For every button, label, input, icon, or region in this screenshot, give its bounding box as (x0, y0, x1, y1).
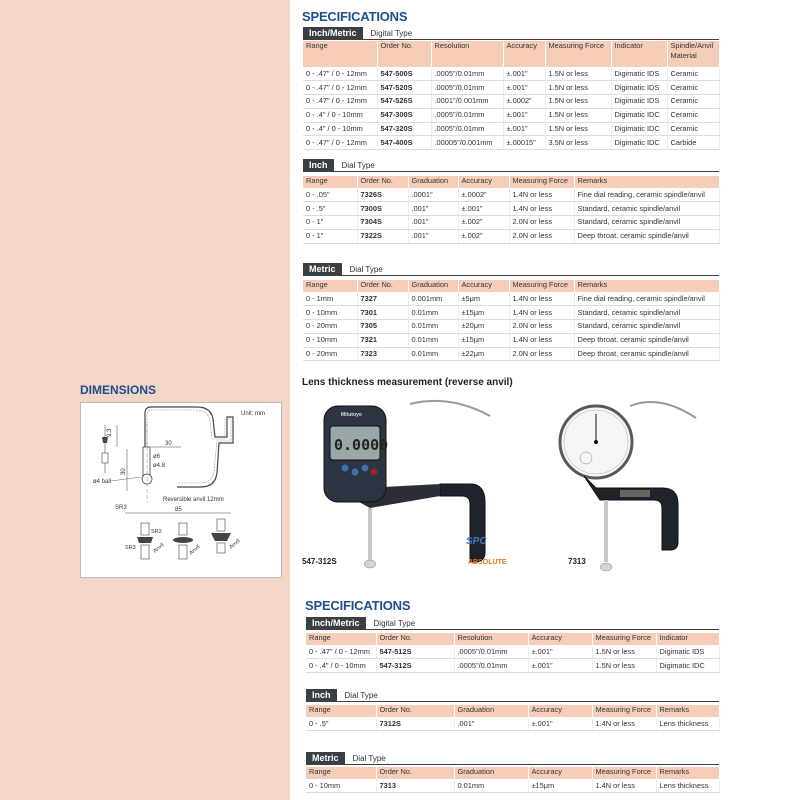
button-icon (371, 469, 378, 476)
table-cell: ±.001" (528, 717, 592, 731)
col-header: Range (306, 705, 376, 717)
col-header: Spindle/Anvil Material (667, 41, 719, 67)
table-row (303, 136, 719, 150)
table-cell: 2.0N or less (509, 320, 574, 334)
table-cell: 547-526S (377, 95, 431, 109)
table-cell: 0 - 10mm (303, 306, 357, 320)
table-cell: .0005"/0.01mm (431, 81, 503, 95)
spec-table-lens-metric (306, 767, 720, 793)
tab-underline (303, 171, 719, 172)
absolute-logo: ABSOLUTE (468, 559, 507, 566)
table-cell: 0 - 10mm (306, 779, 376, 793)
table-cell: Standard, ceramic spindle/anvil (574, 202, 719, 216)
table-row (303, 229, 719, 243)
table-cell: Digimatic IDC (656, 659, 719, 673)
col-header: Graduation (454, 705, 528, 717)
col-header: Graduation (408, 280, 458, 292)
table-row (306, 779, 719, 793)
table-cell: 1.4N or less (509, 333, 574, 347)
table-cell: ±.001" (458, 202, 509, 216)
table-cell: 0 - .5" (306, 717, 376, 731)
table-cell: 7327 (357, 292, 408, 306)
dim-label: 9.3 (107, 428, 113, 437)
table-cell: ±.002" (458, 229, 509, 243)
col-header: Remarks (574, 280, 719, 292)
table-cell: 7312S (376, 717, 454, 731)
tab-underline (303, 39, 719, 40)
col-header: Order No. (376, 633, 454, 645)
dial-frame (584, 476, 678, 550)
gauge-photos (300, 392, 720, 592)
col-header: Order No. (357, 176, 408, 188)
tab-underline (306, 629, 719, 630)
table-cell: 1.5N or less (545, 81, 611, 95)
table-cell: 1.5N or less (545, 108, 611, 122)
col-header: Range (303, 176, 357, 188)
table-row (306, 659, 719, 673)
table-row (303, 81, 719, 95)
probe-body (102, 453, 108, 463)
table-cell: 3.5N or less (545, 136, 611, 150)
dim-label: 85 (175, 507, 182, 513)
tab-sublabel: Dial Type (341, 160, 375, 170)
table-cell: 0 - .47" / 0 - 12mm (303, 81, 377, 95)
table-cell: ±.001" (503, 122, 545, 136)
table-cell: 1.4N or less (509, 202, 574, 216)
table-row (303, 202, 719, 216)
dimensions-heading: DIMENSIONS (80, 383, 157, 397)
table-cell: 0.01mm (454, 779, 528, 793)
table-cell: ±.0002" (458, 188, 509, 202)
table-body (303, 188, 719, 243)
table-cell: 1.5N or less (545, 95, 611, 109)
table-cell: 1.4N or less (592, 779, 656, 793)
table-row (303, 347, 719, 361)
table-cell: ±.001" (503, 67, 545, 81)
table-cell: Standard, ceramic spindle/anvil (574, 216, 719, 230)
spec-table-metric-dial (303, 280, 720, 361)
table-cell: 1.4N or less (509, 306, 574, 320)
table-cell: ±.0002" (503, 95, 545, 109)
table-body (303, 67, 719, 150)
table-cell: Digimatic IDS (656, 645, 719, 659)
table-cell: .0005"/0.01mm (454, 645, 528, 659)
table-cell: Ceramic (667, 81, 719, 95)
table-cell: Ceramic (667, 122, 719, 136)
table-cell: 0.01mm (408, 333, 458, 347)
col-header: Graduation (408, 176, 458, 188)
table-cell: 0 - .47" / 0 - 12mm (303, 95, 377, 109)
table-row (303, 292, 719, 306)
col-header: Accuracy (528, 767, 592, 779)
table-cell: Lens thickness (656, 717, 719, 731)
leader-line (111, 477, 141, 481)
table-cell: 547-512S (376, 645, 454, 659)
tab-label: Metric (303, 263, 342, 275)
table-cell: Ceramic (667, 67, 719, 81)
table-cell: 0 - 20mm (303, 320, 357, 334)
table-cell: 7305 (357, 320, 408, 334)
col-header: Order No. (377, 41, 431, 67)
table-cell: ±15μm (458, 306, 509, 320)
tab-sublabel: Dial Type (344, 690, 378, 700)
col-header: Measuring Force (592, 705, 656, 717)
tab-sublabel: Digital Type (373, 618, 416, 628)
table-cell: Deep throat, ceramic spindle/anvil (574, 347, 719, 361)
table-row (303, 67, 719, 81)
table-cell: 1.5N or less (545, 122, 611, 136)
col-header: Range (306, 767, 376, 779)
col-header: Measuring Force (592, 633, 656, 645)
table-cell: 0 - .5" (303, 202, 357, 216)
table-row (303, 108, 719, 122)
col-header: Resolution (454, 633, 528, 645)
table-cell: 7313 (376, 779, 454, 793)
specifications-heading: SPECIFICATIONS (302, 9, 408, 24)
table-body (306, 717, 719, 731)
spec-table-inch-dial (303, 176, 720, 244)
table-cell: ±5μm (458, 292, 509, 306)
dim-label: SR3 (125, 545, 136, 551)
ball-label: ø4 ball (93, 479, 112, 485)
table-row (306, 645, 719, 659)
tab-label: Inch/Metric (303, 27, 363, 39)
model-plate (620, 490, 650, 497)
table-row (303, 188, 719, 202)
table-cell: 0 - .4" / 0 - 10mm (303, 122, 377, 136)
table-cell: ±15μm (458, 333, 509, 347)
gauge-frame (440, 484, 485, 562)
table-row (303, 95, 719, 109)
table-cell: Standard, ceramic spindle/anvil (574, 320, 719, 334)
table-cell: 0 - .4" / 0 - 10mm (303, 108, 377, 122)
table-cell: ±20μm (458, 320, 509, 334)
dim-label: ø4.8 (153, 463, 166, 469)
table-cell: 2.0N or less (509, 347, 574, 361)
spc-logo: SPC (466, 536, 487, 547)
col-header: Accuracy (528, 705, 592, 717)
anvil (364, 560, 376, 568)
dial-anvil (600, 563, 612, 571)
col-header: Resolution (431, 41, 503, 67)
dim-label: 30 (165, 441, 172, 447)
tab-sublabel: Dial Type (349, 264, 383, 274)
digital-model-label: 547-312S (302, 557, 337, 566)
dim-label: SR3 (115, 505, 127, 511)
table-cell: Fine dial reading, ceramic spindle/anvil (574, 188, 719, 202)
table-cell: .0001" (408, 188, 458, 202)
table-cell: Digimatic IDC (611, 136, 667, 150)
table-cell: 547-500S (377, 67, 431, 81)
table-cell: ±.001" (503, 81, 545, 95)
table-cell: 2.0N or less (509, 216, 574, 230)
col-header: Order No. (357, 280, 408, 292)
brand-logo: Mitutoyo (341, 412, 362, 418)
table-cell: 0 - .47" / 0 - 12mm (306, 645, 376, 659)
table-row (303, 216, 719, 230)
col-header: Remarks (656, 767, 719, 779)
anvil-note: Reversible anvil 12mm (163, 497, 224, 503)
tab-sublabel: Digital Type (370, 28, 413, 38)
unit-label: Unit: mm (241, 411, 265, 417)
table-cell: Lens thickness (656, 779, 719, 793)
table-cell: .001" (454, 717, 528, 731)
lens-title: Lens thickness measurement (reverse anvil) (302, 377, 513, 388)
table-cell: ±.00015" (503, 136, 545, 150)
table-cell: .001" (408, 202, 458, 216)
dial-spindle (604, 500, 608, 562)
button-icon (342, 465, 349, 472)
tab-underline (306, 764, 719, 765)
tab-underline (306, 701, 719, 702)
dim-label: 30 (121, 468, 127, 475)
dimensions-drawing (80, 402, 282, 578)
col-header: Accuracy (503, 41, 545, 67)
table-cell: ±.001" (528, 659, 592, 673)
table-row (303, 306, 719, 320)
table-cell: 1.5N or less (592, 659, 656, 673)
table-cell: Digimatic IDS (611, 81, 667, 95)
table-cell: ±.001" (528, 645, 592, 659)
table-row (306, 717, 719, 731)
table-cell: Deep throat, ceramic spindle/anvil (574, 229, 719, 243)
table-cell: ±.002" (458, 216, 509, 230)
table-row (303, 320, 719, 334)
left-sidebar-panel (0, 0, 290, 800)
table-cell: .001" (408, 229, 458, 243)
col-header: Remarks (574, 176, 719, 188)
table-cell: Digimatic IDS (611, 95, 667, 109)
table-cell: 0 - .47" / 0 - 12mm (303, 136, 377, 150)
table-cell: .0005"/0.01mm (431, 108, 503, 122)
tab-label: Inch (306, 689, 337, 701)
table-cell: 0 - 10mm (303, 333, 357, 347)
spindle-shape (143, 447, 150, 477)
table-cell: 0.01mm (408, 347, 458, 361)
table-cell: 547-320S (377, 122, 431, 136)
table-cell: 0 - .05" (303, 188, 357, 202)
spec-table-inch-metric-digital (303, 41, 720, 150)
tab-label: Metric (306, 752, 345, 764)
table-cell: 1.5N or less (545, 67, 611, 81)
tab-metric-dial-2 (306, 752, 386, 764)
table-row (303, 122, 719, 136)
table-body (306, 779, 719, 793)
table-cell: 547-520S (377, 81, 431, 95)
table-cell: 0 - 20mm (303, 347, 357, 361)
lcd-readout: 0.0000 (334, 436, 389, 454)
spec-table-lens-digital (306, 633, 720, 673)
col-header: Remarks (656, 705, 719, 717)
table-cell: 7321 (357, 333, 408, 347)
table-cell: .00005"/0.001mm (431, 136, 503, 150)
dial-hub (594, 440, 598, 444)
dim-label: ø6 (153, 454, 161, 460)
dial-lever (630, 402, 696, 418)
table-cell: .0005"/0.01mm (431, 122, 503, 136)
table-cell: 0.01mm (408, 320, 458, 334)
anvil-variant-3 (211, 519, 231, 553)
tab-inch-metric-digital (303, 27, 412, 39)
table-row (303, 333, 719, 347)
table-cell: .0005"/0.01mm (454, 659, 528, 673)
table-cell: Ceramic (667, 95, 719, 109)
table-body (306, 645, 719, 673)
tab-sublabel: Dial Type (352, 753, 386, 763)
table-cell: Digimatic IDC (611, 122, 667, 136)
table-cell: Digimatic IDC (611, 108, 667, 122)
tab-label: Inch/Metric (306, 617, 366, 629)
col-header: Order No. (376, 705, 454, 717)
table-cell: 0 - .47" / 0 - 12mm (303, 67, 377, 81)
table-cell: ±22μm (458, 347, 509, 361)
table-cell: 7304S (357, 216, 408, 230)
lifting-lever (410, 401, 490, 416)
tab-metric-dial (303, 263, 383, 275)
table-cell: Ceramic (667, 108, 719, 122)
dim-label: SR2 (151, 529, 162, 535)
tab-inch-metric-digital-2 (306, 617, 415, 629)
table-cell: Fine dial reading, ceramic spindle/anvil (574, 292, 719, 306)
table-cell: 2.0N or less (509, 229, 574, 243)
col-header: Accuracy (528, 633, 592, 645)
anvil-label: Anvil (152, 542, 166, 555)
col-header: Range (303, 41, 377, 67)
col-header: Accuracy (458, 176, 509, 188)
table-cell: 547-400S (377, 136, 431, 150)
spindle (368, 508, 372, 562)
table-cell: 0 - .4" / 0 - 10mm (306, 659, 376, 673)
col-header: Accuracy (458, 280, 509, 292)
table-cell: 1.4N or less (509, 188, 574, 202)
table-cell: 0.001mm (408, 292, 458, 306)
table-cell: 547-300S (377, 108, 431, 122)
col-header: Range (303, 280, 357, 292)
table-cell: 0 - 1" (303, 229, 357, 243)
table-cell: 7301 (357, 306, 408, 320)
col-header: Order No. (376, 767, 454, 779)
table-cell: ±15μm (528, 779, 592, 793)
col-header: Measuring Force (509, 280, 574, 292)
table-cell: .0001"/0.001mm (431, 95, 503, 109)
table-cell: 1.5N or less (592, 645, 656, 659)
table-cell: 1.4N or less (592, 717, 656, 731)
table-cell: Digimatic IDS (611, 67, 667, 81)
anvil-label: Anvil (188, 544, 202, 557)
table-cell: 547-312S (376, 659, 454, 673)
col-header: Measuring Force (509, 176, 574, 188)
dimension-diagram (81, 403, 283, 579)
table-cell: 0.01mm (408, 306, 458, 320)
col-header: Range (306, 633, 376, 645)
table-cell: 7326S (357, 188, 408, 202)
table-cell: 7300S (357, 202, 408, 216)
table-cell: ±.001" (503, 108, 545, 122)
table-cell: Carbide (667, 136, 719, 150)
table-cell: 7323 (357, 347, 408, 361)
col-header: Indicator (611, 41, 667, 67)
table-cell: 7322S (357, 229, 408, 243)
col-header: Measuring Force (545, 41, 611, 67)
specifications-heading-2: SPECIFICATIONS (305, 598, 411, 613)
table-cell: .001" (408, 216, 458, 230)
table-body (303, 292, 719, 361)
table-cell: 1.4N or less (509, 292, 574, 306)
gutter (290, 0, 298, 800)
tab-underline (303, 275, 719, 276)
spec-table-lens-inch (306, 705, 720, 731)
button-icon (352, 469, 359, 476)
tab-label: Inch (303, 159, 334, 171)
col-header: Graduation (454, 767, 528, 779)
col-header: Indicator (656, 633, 719, 645)
table-cell: .0005"/0.01mm (431, 67, 503, 81)
dial-gauge (560, 402, 696, 571)
tab-inch-dial (303, 159, 375, 171)
table-cell: Standard, ceramic spindle/anvil (574, 306, 719, 320)
anvil-label: Anvil (228, 538, 242, 551)
button-icon (362, 465, 369, 472)
table-cell: 0 - 1mm (303, 292, 357, 306)
col-header: Measuring Force (592, 767, 656, 779)
table-cell: Deep throat, ceramic spindle/anvil (574, 333, 719, 347)
dial-model-label: 7313 (568, 557, 586, 566)
table-cell: 0 - 1" (303, 216, 357, 230)
tab-inch-dial-2 (306, 689, 378, 701)
